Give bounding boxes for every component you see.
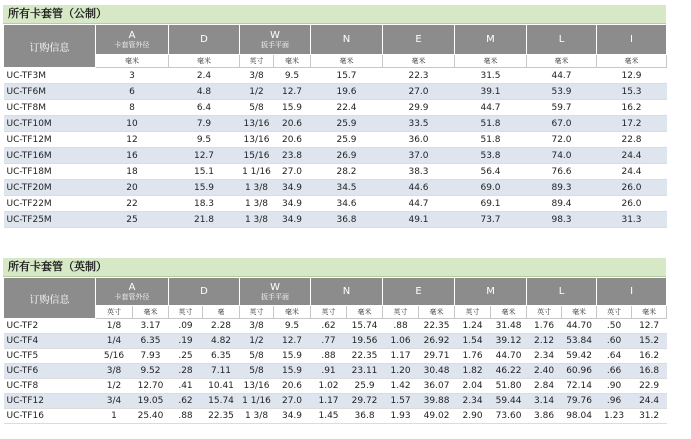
table-cell: .09: [169, 319, 203, 334]
table-cell: 89.4: [527, 196, 597, 212]
table-cell: 7.93: [133, 349, 169, 364]
table-row: [4, 100, 667, 116]
table-cell: 16: [96, 148, 169, 164]
table-cell: 2.34: [527, 349, 562, 364]
table-cell: 15.9: [274, 364, 311, 379]
table-row: [4, 409, 667, 424]
table-cell: 22.8: [597, 132, 667, 148]
table-row: [4, 364, 667, 379]
table-cell: 74.0: [527, 148, 597, 164]
table-cell: .66: [597, 364, 632, 379]
table-cell: .50: [597, 319, 632, 334]
table-cell: 1 3/8: [240, 196, 274, 212]
table-cell: 34.5: [311, 180, 383, 196]
table-cell: 73.60: [491, 409, 527, 424]
table-cell: 22.4: [311, 100, 383, 116]
table-cell: 3/8: [240, 68, 274, 84]
table-row: [4, 84, 667, 100]
table-cell: 22.3: [383, 68, 455, 84]
table-cell: 20.6: [274, 379, 311, 394]
metric-body: [4, 68, 667, 228]
table-cell: 1.24: [455, 319, 491, 334]
unit-label: 英寸: [597, 306, 632, 319]
table-cell: 2.28: [203, 319, 240, 334]
table-cell: 2.4: [169, 68, 240, 84]
table-cell: 25.9: [347, 379, 383, 394]
table-cell: 49.02: [419, 409, 455, 424]
imperial-table: [3, 277, 667, 424]
table-cell: 27.0: [274, 394, 311, 409]
order-code: UC-TF16: [4, 409, 96, 424]
table-cell: 6.4: [169, 100, 240, 116]
table-cell: 12.9: [597, 68, 667, 84]
table-row: [4, 349, 667, 364]
unit-label: 英寸: [383, 306, 419, 319]
table-cell: 3/4: [96, 394, 133, 409]
table-cell: 26.92: [419, 334, 455, 349]
table-row: [4, 334, 667, 349]
table-cell: 98.3: [527, 212, 597, 228]
table-cell: 36.8: [311, 212, 383, 228]
table-cell: 1.82: [455, 364, 491, 379]
table-cell: 69.0: [455, 180, 527, 196]
col-d-header: D: [169, 25, 240, 55]
table-cell: 9.5: [274, 319, 311, 334]
table-cell: 15.9: [169, 180, 240, 196]
table-cell: 9.5: [169, 132, 240, 148]
table-row: [4, 68, 667, 84]
table-row: [4, 379, 667, 394]
table-cell: 26.9: [311, 148, 383, 164]
table-row: [4, 394, 667, 409]
table-cell: 19.05: [133, 394, 169, 409]
unit-label: 毫米: [527, 55, 597, 68]
col-e-header: E: [383, 25, 455, 55]
table-cell: 1.54: [455, 334, 491, 349]
order-code: UC-TF20M: [4, 180, 96, 196]
unit-label: 毫米: [383, 55, 455, 68]
table-cell: 1 3/8: [240, 180, 274, 196]
col-i-header: I: [597, 25, 667, 55]
table-cell: 46.22: [491, 364, 527, 379]
table-cell: 33.5: [383, 116, 455, 132]
table-cell: 3/8: [96, 364, 133, 379]
order-code: UC-TF6M: [4, 84, 96, 100]
col-i-header: I: [597, 278, 667, 306]
table-cell: 5/8: [240, 364, 274, 379]
table-cell: 2.84: [527, 379, 562, 394]
table-cell: 1 1/16: [240, 164, 274, 180]
col-w-header: W 扳手平面: [240, 278, 311, 306]
table-cell: 13/16: [240, 379, 274, 394]
table-cell: 1/2: [240, 84, 274, 100]
table-cell: .28: [169, 364, 203, 379]
order-code: UC-TF25M: [4, 212, 96, 228]
table-cell: 1.17: [383, 349, 419, 364]
table-cell: 21.8: [169, 212, 240, 228]
table-cell: 1.45: [311, 409, 347, 424]
table-cell: 19.56: [347, 334, 383, 349]
order-code: UC-TF2: [4, 319, 96, 334]
table-cell: 1.42: [383, 379, 419, 394]
unit-label: 毫米: [274, 306, 311, 319]
unit-label: 英寸: [240, 55, 274, 68]
table-cell: 1 1/16: [240, 394, 274, 409]
table-row: [4, 132, 667, 148]
table-cell: .19: [169, 334, 203, 349]
table-cell: 34.9: [274, 409, 311, 424]
unit-label: 英寸: [240, 306, 274, 319]
table-cell: .62: [311, 319, 347, 334]
table-cell: 44.70: [562, 319, 597, 334]
unit-label: 毫米: [347, 306, 383, 319]
table-cell: 6.35: [133, 334, 169, 349]
table-cell: 29.9: [383, 100, 455, 116]
table-row: [4, 196, 667, 212]
table-cell: 26.0: [597, 196, 667, 212]
table-cell: 59.7: [527, 100, 597, 116]
table-cell: 39.12: [491, 334, 527, 349]
table-cell: 1.76: [527, 319, 562, 334]
table-cell: .62: [169, 394, 203, 409]
table-cell: 1.02: [311, 379, 347, 394]
col-n-header: N: [311, 278, 383, 306]
table-cell: 12.7: [169, 148, 240, 164]
table-cell: 5/8: [240, 349, 274, 364]
table-cell: 15.74: [347, 319, 383, 334]
imperial-section: [3, 258, 666, 424]
table-cell: 59.42: [562, 349, 597, 364]
order-code: UC-TF16M: [4, 148, 96, 164]
table-cell: 36.0: [383, 132, 455, 148]
order-code: UC-TF3M: [4, 68, 96, 84]
table-row: [4, 164, 667, 180]
table-cell: 29.72: [347, 394, 383, 409]
table-cell: 1.76: [455, 349, 491, 364]
table-cell: .64: [597, 349, 632, 364]
table-cell: 51.8: [455, 116, 527, 132]
table-cell: 22.9: [632, 379, 667, 394]
col-m-header: M: [455, 25, 527, 55]
table-cell: 22.35: [419, 319, 455, 334]
table-cell: .88: [169, 409, 203, 424]
metric-title: 所有卡套管（公制）: [3, 5, 666, 24]
imperial-body: [4, 319, 667, 424]
table-cell: 13/16: [240, 116, 274, 132]
metric-table: [3, 24, 667, 228]
metric-units-row: [4, 55, 667, 68]
table-cell: 16.8: [632, 364, 667, 379]
unit-label: 毫米: [562, 306, 597, 319]
col-l-header: L: [527, 25, 597, 55]
table-cell: 3.14: [527, 394, 562, 409]
table-cell: .77: [311, 334, 347, 349]
unit-label: 英寸: [527, 306, 562, 319]
table-cell: 1/2: [240, 334, 274, 349]
order-code: UC-TF8M: [4, 100, 96, 116]
table-cell: 2.90: [455, 409, 491, 424]
table-cell: 36.07: [419, 379, 455, 394]
unit-label: 毫米: [632, 306, 667, 319]
table-cell: 15/16: [240, 148, 274, 164]
table-row: [4, 116, 667, 132]
unit-label: 英寸: [455, 306, 491, 319]
table-cell: 53.8: [455, 148, 527, 164]
table-row: [4, 319, 667, 334]
table-cell: 26.0: [597, 180, 667, 196]
order-code: UC-TF22M: [4, 196, 96, 212]
unit-label: 毫米: [455, 55, 527, 68]
table-cell: 6.35: [203, 349, 240, 364]
order-code: UC-TF8: [4, 379, 96, 394]
table-cell: .88: [311, 349, 347, 364]
table-row: [4, 212, 667, 228]
col-e-header: E: [383, 278, 455, 306]
imperial-units-row: [4, 306, 667, 319]
table-cell: 25.9: [311, 132, 383, 148]
table-cell: 31.3: [597, 212, 667, 228]
table-row: [4, 180, 667, 196]
table-cell: 24.4: [632, 394, 667, 409]
table-cell: 31.5: [455, 68, 527, 84]
table-cell: 2.12: [527, 334, 562, 349]
table-cell: 1 3/8: [240, 212, 274, 228]
table-cell: 10: [96, 116, 169, 132]
table-cell: 4.82: [203, 334, 240, 349]
table-cell: 18: [96, 164, 169, 180]
table-cell: 15.2: [632, 334, 667, 349]
table-cell: 1/4: [96, 334, 133, 349]
table-cell: 89.3: [527, 180, 597, 196]
table-cell: 34.6: [311, 196, 383, 212]
col-m-header: M: [455, 278, 527, 306]
table-cell: 20.6: [274, 132, 311, 148]
table-cell: 38.3: [383, 164, 455, 180]
table-cell: 17.2: [597, 116, 667, 132]
table-cell: 27.0: [274, 164, 311, 180]
table-cell: 22: [96, 196, 169, 212]
table-cell: 51.8: [455, 132, 527, 148]
col-d-header: D: [169, 278, 240, 306]
table-cell: 1.57: [383, 394, 419, 409]
table-cell: 98.04: [562, 409, 597, 424]
table-cell: 1.93: [383, 409, 419, 424]
table-cell: 60.96: [562, 364, 597, 379]
table-cell: 16.2: [597, 100, 667, 116]
table-cell: 7.11: [203, 364, 240, 379]
unit-label: 毫米: [419, 306, 455, 319]
table-cell: 44.7: [527, 68, 597, 84]
table-cell: 2.34: [455, 394, 491, 409]
col-l-header: L: [527, 278, 597, 306]
table-cell: 31.48: [491, 319, 527, 334]
table-cell: 6: [96, 84, 169, 100]
unit-label: 毫米: [133, 306, 169, 319]
order-code: UC-TF5: [4, 349, 96, 364]
table-cell: 3: [96, 68, 169, 84]
col-w-header: W 扳手平面: [240, 25, 311, 55]
table-cell: 22.35: [203, 409, 240, 424]
table-cell: .96: [597, 394, 632, 409]
table-cell: 20.6: [274, 116, 311, 132]
table-cell: 1.06: [383, 334, 419, 349]
table-cell: 44.7: [455, 100, 527, 116]
table-row: [4, 148, 667, 164]
table-cell: 7.9: [169, 116, 240, 132]
col-n-header: N: [311, 25, 383, 55]
table-cell: 72.14: [562, 379, 597, 394]
table-cell: 39.1: [455, 84, 527, 100]
unit-label: 英寸: [169, 306, 203, 319]
order-code: UC-TF12M: [4, 132, 96, 148]
table-cell: 76.6: [527, 164, 597, 180]
table-cell: 16.2: [632, 349, 667, 364]
table-cell: 25: [96, 212, 169, 228]
table-cell: 29.71: [419, 349, 455, 364]
order-code: UC-TF18M: [4, 164, 96, 180]
table-cell: 10.41: [203, 379, 240, 394]
table-cell: 15.7: [311, 68, 383, 84]
table-cell: 12.7: [632, 319, 667, 334]
table-cell: 28.2: [311, 164, 383, 180]
table-cell: 23.11: [347, 364, 383, 379]
table-cell: 67.0: [527, 116, 597, 132]
unit-label: 英寸: [96, 306, 133, 319]
table-cell: 5/8: [240, 100, 274, 116]
table-cell: 9.52: [133, 364, 169, 379]
table-cell: 79.76: [562, 394, 597, 409]
order-info-header: 订购信息: [4, 278, 96, 319]
table-cell: 31.2: [632, 409, 667, 424]
table-cell: 39.88: [419, 394, 455, 409]
table-cell: .60: [597, 334, 632, 349]
table-cell: 3.17: [133, 319, 169, 334]
unit-label: 毫米: [274, 55, 311, 68]
unit-label: 毫米: [597, 55, 667, 68]
table-cell: 15.3: [597, 84, 667, 100]
table-cell: 15.74: [203, 394, 240, 409]
table-cell: 69.1: [455, 196, 527, 212]
table-cell: 12.70: [133, 379, 169, 394]
imperial-title: 所有卡套管（英制）: [3, 258, 666, 277]
table-cell: 56.4: [455, 164, 527, 180]
table-cell: .41: [169, 379, 203, 394]
table-cell: 9.5: [274, 68, 311, 84]
table-cell: 1/8: [96, 319, 133, 334]
table-cell: 44.6: [383, 180, 455, 196]
table-cell: 18.3: [169, 196, 240, 212]
table-cell: .91: [311, 364, 347, 379]
table-cell: 30.48: [419, 364, 455, 379]
table-cell: 1.20: [383, 364, 419, 379]
table-cell: 53.9: [527, 84, 597, 100]
unit-label: 英寸: [311, 306, 347, 319]
unit-label: 毫米: [311, 55, 383, 68]
table-cell: 1.23: [597, 409, 632, 424]
table-cell: 12.7: [274, 334, 311, 349]
table-cell: 37.0: [383, 148, 455, 164]
table-cell: 44.7: [383, 196, 455, 212]
order-code: UC-TF10M: [4, 116, 96, 132]
table-cell: 4.8: [169, 84, 240, 100]
table-cell: 19.6: [311, 84, 383, 100]
unit-label: 毫米: [491, 306, 527, 319]
order-info-header: 订购信息: [4, 25, 96, 68]
table-cell: 12.7: [274, 84, 311, 100]
table-cell: 34.9: [274, 180, 311, 196]
table-cell: 5/16: [96, 349, 133, 364]
table-cell: 23.8: [274, 148, 311, 164]
col-a-header: A 卡套管外径: [96, 278, 169, 306]
table-cell: 20: [96, 180, 169, 196]
order-code: UC-TF4: [4, 334, 96, 349]
table-cell: 25.9: [311, 116, 383, 132]
table-cell: 72.0: [527, 132, 597, 148]
table-cell: 34.9: [274, 212, 311, 228]
table-cell: .25: [169, 349, 203, 364]
table-cell: 27.0: [383, 84, 455, 100]
table-cell: 59.44: [491, 394, 527, 409]
unit-label: 毫米: [169, 55, 240, 68]
table-cell: 36.8: [347, 409, 383, 424]
table-cell: 22.35: [347, 349, 383, 364]
unit-label: 毫: [203, 306, 240, 319]
table-cell: 44.70: [491, 349, 527, 364]
table-cell: 24.4: [597, 148, 667, 164]
unit-label: 毫米: [96, 55, 169, 68]
table-cell: 15.9: [274, 349, 311, 364]
table-cell: 24.4: [597, 164, 667, 180]
metric-section: [3, 5, 666, 228]
table-cell: 12: [96, 132, 169, 148]
table-cell: 73.7: [455, 212, 527, 228]
table-cell: 51.80: [491, 379, 527, 394]
table-cell: 1 3/8: [240, 409, 274, 424]
table-cell: 3.86: [527, 409, 562, 424]
table-cell: 3/8: [240, 319, 274, 334]
table-cell: 53.84: [562, 334, 597, 349]
table-cell: 13/16: [240, 132, 274, 148]
table-cell: 2.40: [527, 364, 562, 379]
order-code: UC-TF12: [4, 394, 96, 409]
table-cell: 34.9: [274, 196, 311, 212]
table-cell: 8: [96, 100, 169, 116]
col-a-header: A 卡套管外径: [96, 25, 169, 55]
order-code: UC-TF6: [4, 364, 96, 379]
table-cell: 49.1: [383, 212, 455, 228]
table-cell: 15.1: [169, 164, 240, 180]
table-cell: 1: [96, 409, 133, 424]
table-cell: 2.04: [455, 379, 491, 394]
table-cell: .90: [597, 379, 632, 394]
table-cell: 25.40: [133, 409, 169, 424]
table-cell: 15.9: [274, 100, 311, 116]
table-cell: 1.17: [311, 394, 347, 409]
table-cell: .88: [383, 319, 419, 334]
table-cell: 1/2: [96, 379, 133, 394]
